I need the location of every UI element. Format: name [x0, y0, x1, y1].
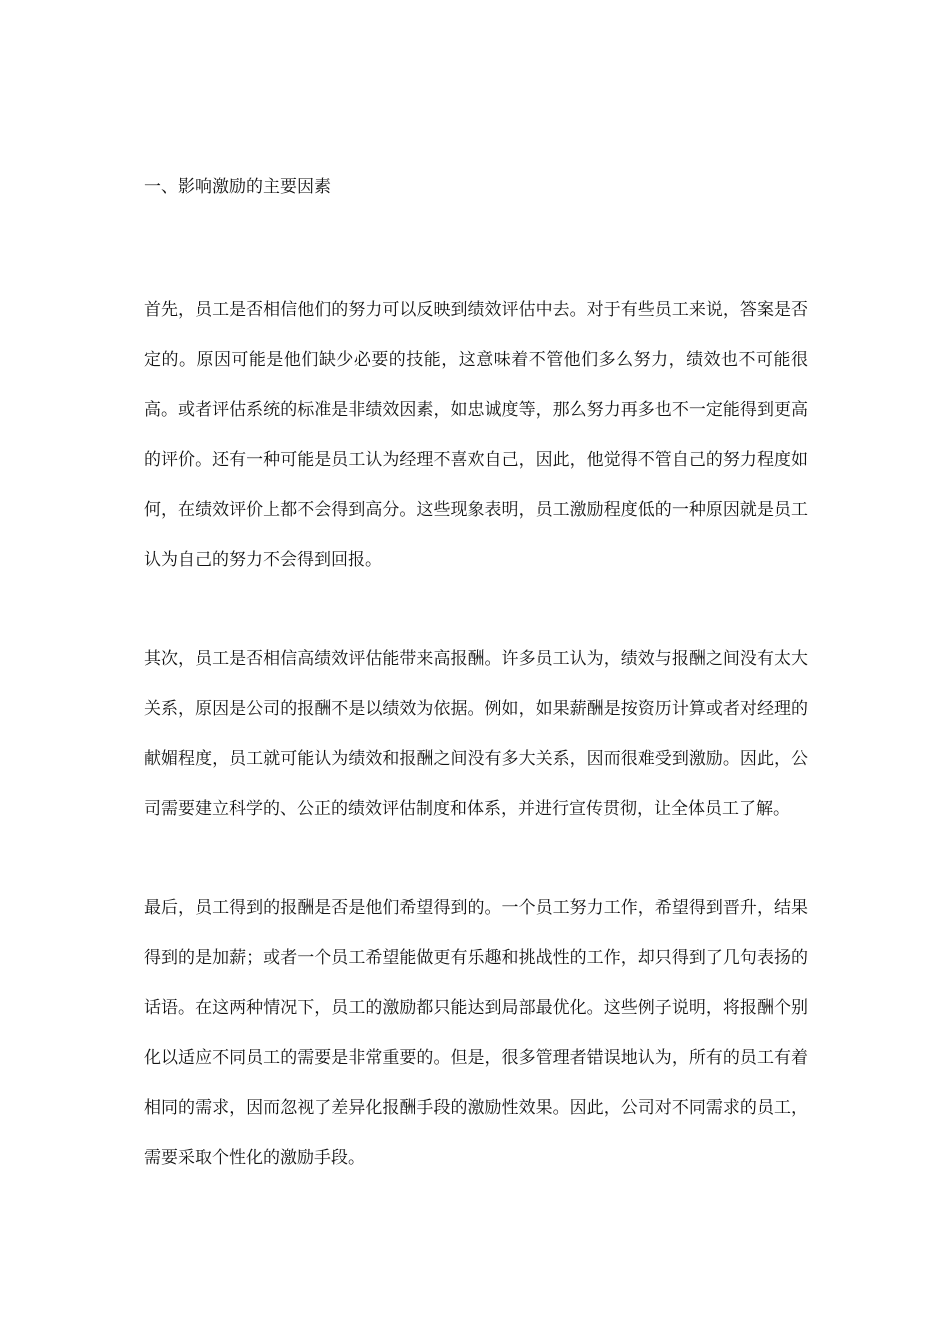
paragraph-first: 首先，员工是否相信他们的努力可以反映到绩效评估中去。对于有些员工来说，答案是否定的。原因可能是他们缺少必要的技能，这意味着不管他们多么努力，绩效也不可能很高。或者评估系统的标准是非绩效因素，如忠诚度等，那么努力再多也不一定能得到更高的评价。还有一种可能是员工认为经理不喜欢自己，因此，他觉得不管自己的努力程度如何，在绩效评价上都不会得到高分。这些现象表明，员工激励程度低的一种原因就是员工认为自己的努力不会得到回报。	[144, 300, 808, 570]
paragraph-third: 最后，员工得到的报酬是否是他们希望得到的。一个员工努力工作，希望得到晋升，结果得到的是加薪；或者一个员工希望能做更有乐趣和挑战性的工作，却只得到了几句表扬的话语。在这两种情况下，员工的激励都只能达到局部最优化。这些例子说明，将报酬个别化以适应不同员工的需要是非常重要的。但是，很多管理者错误地认为，所有的员工有着相同的需求，因而忽视了差异化报酬手段的激励性效果。因此，公司对不同需求的员工，需要采取个性化的激励手段。	[144, 898, 808, 1168]
document-body	[144, 171, 808, 1183]
section-heading: 一、影响激励的主要因素	[144, 177, 331, 197]
paragraph-second: 其次，员工是否相信高绩效评估能带来高报酬。许多员工认为，绩效与报酬之间没有太大关系，原因是公司的报酬不是以绩效为依据。例如，如果薪酬是按资历计算或者对经理的献媚程度，员工就可能认为绩效和报酬之间没有多大关系，因而很难受到激励。因此，公司需要建立科学的、公正的绩效评估制度和体系，并进行宣传贯彻，让全体员工了解。	[144, 649, 808, 819]
